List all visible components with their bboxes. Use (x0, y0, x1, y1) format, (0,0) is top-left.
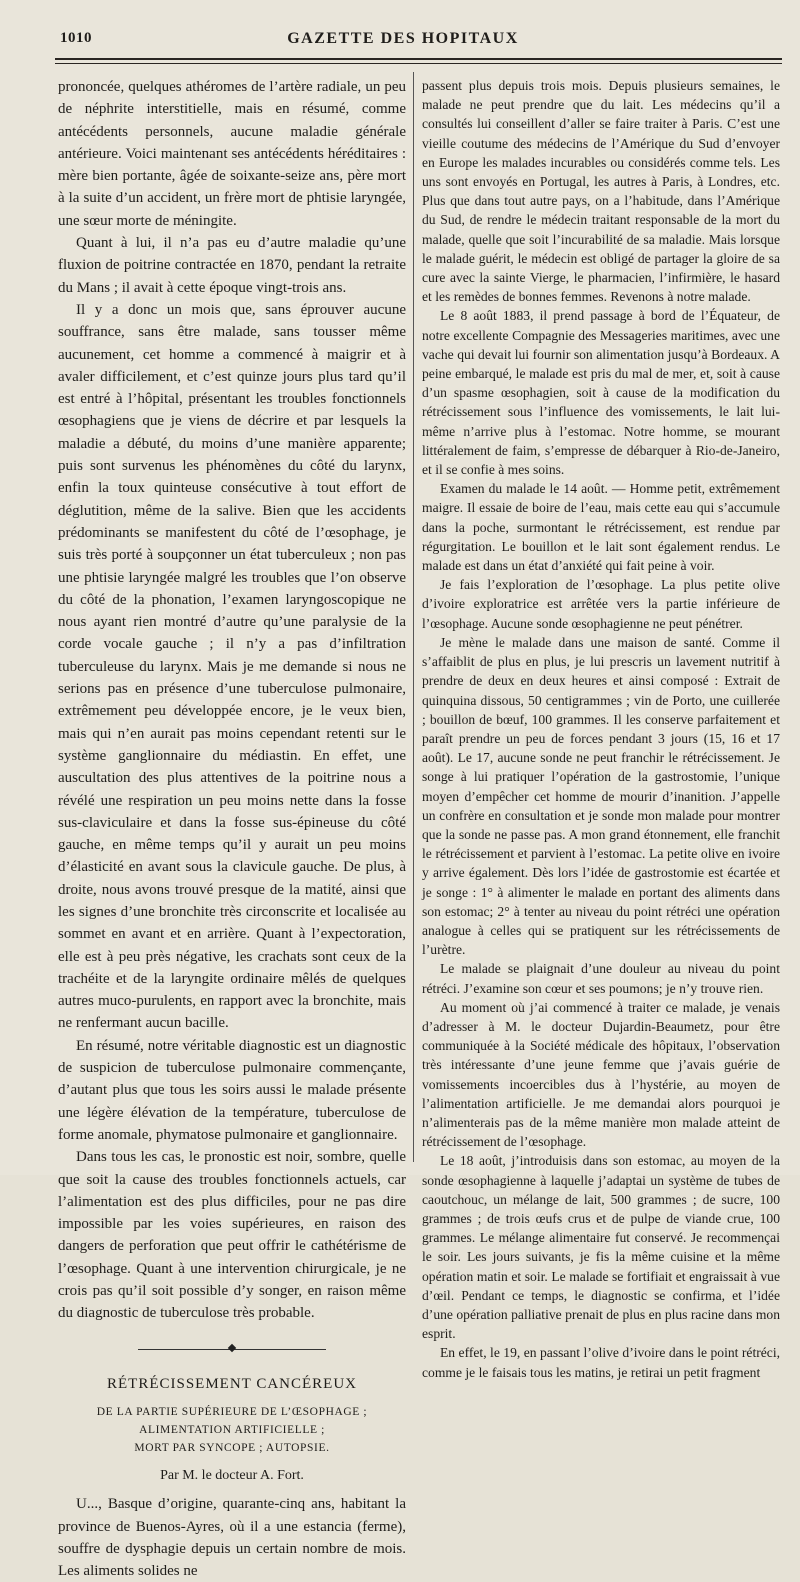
left-column (58, 76, 406, 1582)
article-separator (58, 1345, 406, 1355)
paragraph: En résumé, notre véritable diagnostic est un diagnostic de suspicion de tuberculose pulmonaire commençante, d’autant plus que tous les soirs aussi le malade présente une légère élévation de la température, tuberculose de forme anomale, phymatose pulmonaire et ganglionnaire. (58, 1037, 406, 1143)
article-subtitle: DE LA PARTIE SUPÉRIEURE DE L’ŒSOPHAGE ; ALIMENTATION ARTIFICIELLE ; (96, 1405, 368, 1436)
paragraph: Le 18 août, j’introduisis dans son estomac, au moyen de la sonde œsophagienne à laquelle j’adaptai un système de tubes de caoutchouc, un mélange de lait, 500 grammes ; de sucre, 100 grammes ; de trois œufs crus et de pulpe de viande crue, 100 grammes. Le mélange alimentaire fut conservé. Je recommençai le soir. Les jours suivants, je fis la même cuisine et la même opération matin et soir. Le malade se fortifiait et engraissait à vue d’œil. Pendant ce temps, le diagnostic se confirma, et l’idée d’une opération palliative prenait de plus en plus racine dans mon esprit. (422, 1153, 780, 1342)
right-column (422, 76, 780, 1382)
paragraph: passent plus depuis trois mois. Depuis plusieurs semaines, le malade ne peut prendre que du lait. Les médecins qu’il a consultés lui conseillent d’aller se faire traiter à Paris. C’est une vieille coutume des médecins de l’Amérique du Sud d’envoyer en Europe les malades incurables ou considérés comme tels. Les uns sont envoyés en Portugal, les autres à Paris, à Londres, etc. Plus que dans tout autre pays, on a l’habitude, dans l’Amérique du Sud, de rendre le médecin traitant responsable de la mort du malade, quelle que soit l’incurabilité de sa maladie. Mais lorsque le malade guérit, le médecin est obligé de partager la gloire de sa cure avec la sainte Vierge, le pharmacien, l’infirmière, le hasard et les remèdes de bonnes femmes. Revenons à notre malade. (422, 78, 780, 305)
article-subtitle: MORT PAR SYNCOPE ; AUTOPSIE. (134, 1441, 330, 1454)
article-title: RÉTRÉCISSEMENT CANCÉREUX (107, 1375, 357, 1392)
paragraph: Il y a donc un mois que, sans éprouver aucune souffrance, sans être malade, sans tousser même aucunement, cet homme a commencé à maigrir et à avaler difficilement, et c’est quinze jours plus tard qu’il est entré à l’hôpital, présentant les troubles fonctionnels œsophagiens que je viens de décrire et par lesquels la maladie a débuté, du moins d’une manière apparente; puis sont survenus les phénomènes du côté du larynx, enfin la toux quinteuse consécutive à tout effort de déglutition, même de la salive. Bien que les accidents prédominants se manifestent du côté de l’œsophage, je suis très porté à soupçonner un état tuberculeux ; non pas une phtisie laryngée malgré les troubles que l’on observe du côté de la phonation, l’examen laryngoscopique ne nous ayant rien montré d’autre qu’une paralysie de la corde vocale gauche ; il n’y a pas d’infiltration tuberculeuse du larynx. Mais je me demande si nous ne serions pas en présence d’une tuberculose pulmonaire, extrêmement peu développée encore, je le veux bien, mais qui n’en aurait pas moins cependant retenti sur le système ganglionnaire du médiastin. En effet, une auscultation des plus attentives de la poitrine nous a révélé une respiration un peu moins nette dans la fosse sus-claviculaire et dans la fosse sus-épineuse du côté gauche, en même temps qu’il y aurait un peu moins d’élasticité en avant sous la clavicule gauche. De plus, à droite, nous avons trouvé presque de la matité, ainsi que les signes d’une bronchite très circonscrite et localisée au sommet en avant et en arrière. Quant à l’expectoration, elle est à peu près négative, les crachats sont ceux de la trachéite et de la laryngite ordinaire mêlés de quelques autres muco-purulents, en rapport avec la bronchite, mais ne renfermant aucun bacille. (58, 301, 406, 1032)
paragraph: Je mène le malade dans une maison de santé. Comme il s’affaiblit de plus en plus, je lui prescris un lavement nutritif à prendre de deux en deux heures et ainsi composé : Extrait de quinquina dissous, 50 centigrammes ; vin de Porto, une cuillerée ; bouillon de bœuf, 100 grammes. Il les conserve parfaitement et paraît prendre un peu de forces pendant 3 jours (15, 16 et 17 août). Le 17, aucune sonde ne peut franchir le rétrécissement. Je songe à lui pratiquer l’opération de la gastrostomie, l’unique moyen d’empêcher cet homme de mourir d’inanition. J’appelle un confrère en consultation et je sonde mon malade pour montrer que la sonde ne passe pas. A mon grand étonnement, elle franchit le rétrécissement et parvient à l’estomac. La petite olive en ivoire y arrive également. Dès lors l’idée de gastrostomie est écartée et je songe : 1° à alimenter le malade en portant des aliments dans son estomac; 2° à tenter au niveau du point rétréci une opération analogue à celles qui se pratiquent sur les rétrécissements de l’urètre. (422, 634, 780, 958)
paragraph: Je fais l’exploration de l’œsophage. La plus petite olive d’ivoire exploratrice est arrêtée vers la partie inférieure de l’œsophage. Aucune sonde œsophagienne ne peut pénétrer. (422, 577, 780, 631)
column-divider (413, 72, 414, 1162)
paragraph: Quant à lui, il n’a pas eu d’autre maladie qu’une fluxion de poitrine contractée en 1870, pendant la retraite du Mans ; il avait à cette époque vingt-trois ans. (58, 235, 406, 296)
paragraph: Le 8 août 1883, il prend passage à bord de l’Équateur, de notre excellente Compagnie des Messageries maritimes, avec une vache qui devait lui fournir son alimentation jusqu’à Bordeaux. A peine embarqué, le malade est pris du mal de mer, et, soit à cause d’un spasme œsophagien, soit à cause de la modification du rétrécissement sous l’influence des vomissements, le lait lui-même n’arrive plus à l’estomac. Notre homme, se mourant littéralement de faim, s’empresse de débarquer à Rio-de-Janeiro, et il se confie à mes soins. (422, 308, 780, 478)
paragraph: En effet, le 19, en passant l’olive d’ivoire dans le point rétréci, comme je le faisais tous les matins, je retirai un petit fragment (422, 1345, 780, 1380)
paragraph: Examen du malade le 14 août. — Homme petit, extrêmement maigre. Il essaie de boire de l’eau, mais cette eau qui s’accumule dans la poche, surmontant le rétrécissement, est rendue par régurgitation. Le bouillon et le lait sont également rendus. Le malade est dans un état d’anxiété qui fait peine à voir. (422, 481, 780, 574)
paragraph: U..., Basque d’origine, quarante-cinq ans, habitant la province de Buenos-Ayres, où il a une estancia (ferme), souffre de dysphagie depuis un certain nombre de mois. Les aliments solides ne (58, 1496, 406, 1580)
header-rule-thin (55, 63, 782, 64)
header-rule-thick (55, 58, 782, 60)
paragraph: prononcée, quelques athéromes de l’artère radiale, un peu de néphrite interstitielle, mais en résumé, comme antécédents personnels, aucune maladie générale antérieure. Voici maintenant ses antécédents héréditaires : mère bien portante, âgée de soixante-seize ans, père mort à la suite d’un accident, un frère mort de phtisie laryngée, une sœur morte de méningite. (58, 79, 406, 229)
page-header (28, 30, 778, 52)
article-byline: Par M. le docteur A. Fort. (160, 1467, 304, 1483)
paragraph: Au moment où j’ai commencé à traiter ce malade, je venais d’adresser à M. le docteur Dujardin-Beaumetz, pour être communiquée à la Société médicale des hôpitaux, l’observation très intéressante d’une jeune femme que j’avais guérie de vomissements incoercibles dus à l’hystérie, au moyen de l’alimentation artificielle. Je me demandai alors pourquoi je n’alimenterais pas de la même manière mon malade atteint de rétrécissement de l’œsophage. (422, 999, 780, 1150)
paragraph: Le malade se plaignait d’une douleur au niveau du point rétréci. J’examine son cœur et ses poumons; je n’y trouve rien. (422, 961, 780, 996)
journal-title: GAZETTE DES HOPITAUX (287, 30, 519, 47)
paragraph: Dans tous les cas, le pronostic est noir, sombre, quelle que soit la cause des troubles fonctionnels actuels, car l’alimentation est des plus difficiles, pour ne pas dire impossible par les voies supérieures, en raison des dangers de perforation que peut offrir le cathétérisme de l’œsophage. Quant à une intervention chirurgicale, je ne crois pas qu’il soit possible d’y songer, en raison même du diagnostic de tuberculose très probable. (58, 1149, 406, 1322)
page-number: 1010 (60, 30, 92, 46)
separator-diamond (228, 1343, 236, 1351)
